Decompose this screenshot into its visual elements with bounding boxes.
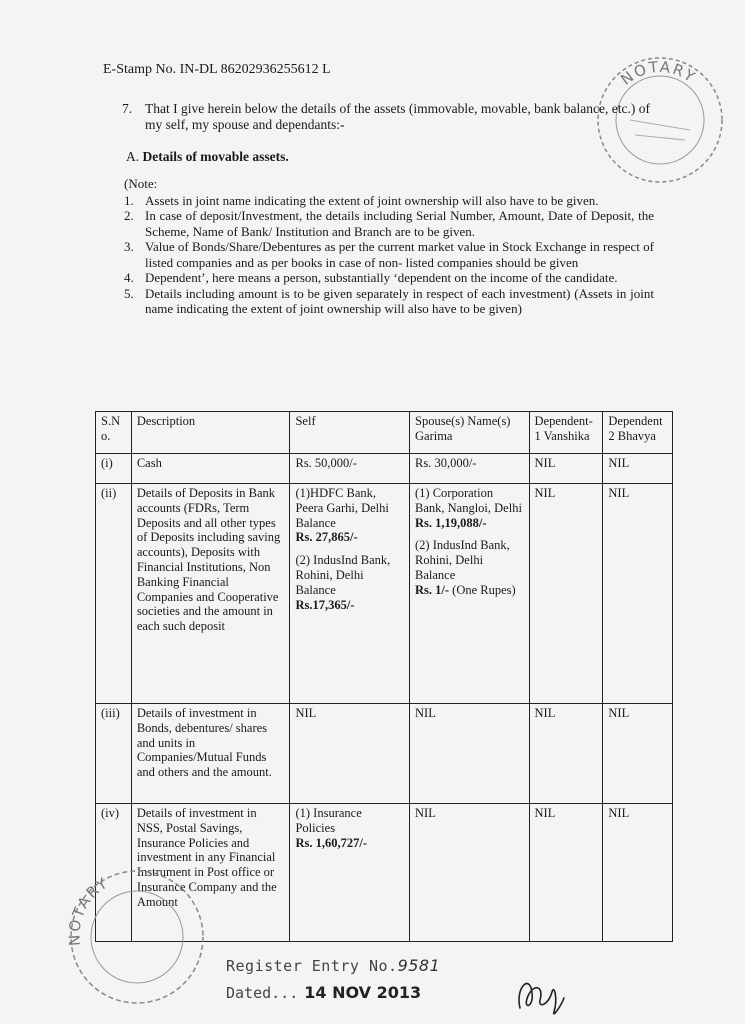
cell-spouse — [410, 484, 530, 704]
table-row — [96, 454, 673, 484]
cell-description: Cash — [131, 454, 290, 484]
header-description: Description — [131, 412, 290, 454]
table-row — [96, 484, 673, 704]
note-number: 4. — [124, 270, 134, 285]
note-number: 1. — [124, 192, 134, 208]
dated-label: Dated... — [226, 984, 299, 1002]
register-label: Register Entry No. — [226, 957, 398, 975]
notary-stamp-bottom-text: NOTARY — [65, 873, 113, 947]
note-item — [124, 193, 654, 209]
note-open: (Note: — [124, 176, 158, 191]
header-dependent-1: Dependent- 1 Vanshika — [529, 412, 603, 454]
cell-sno: (iii) — [96, 704, 132, 804]
cell-spouse: NIL — [410, 804, 530, 942]
cell-dependent-1: NIL — [529, 704, 603, 804]
cell-self: NIL — [290, 704, 410, 804]
cell-self — [290, 804, 410, 942]
spouse-deposit-1-amount: Rs. 1,19,088/- — [415, 515, 487, 530]
spouse-deposit-2-words: (One Rupes) — [452, 582, 516, 597]
cell-spouse: Rs. 30,000/- — [410, 454, 530, 484]
svg-text:NOTARY — [617, 58, 699, 89]
section-a-heading — [126, 149, 289, 165]
spouse-deposit-2-amount: Rs. 1/- — [415, 582, 450, 597]
self-insurance-amount: Rs. 1,60,727/- — [295, 835, 368, 850]
cell-dependent-2: NIL — [603, 704, 673, 804]
cell-dependent-2: NIL — [603, 484, 673, 704]
paragraph-text: That I give herein below the details of the assets (immovable, movable, bank balance, etc.) of my self, my spouse and dependants:- — [145, 101, 650, 132]
note-block — [124, 176, 654, 317]
cell-dependent-2: NIL — [603, 804, 673, 942]
header-self: Self — [290, 412, 410, 454]
cell-description: Details of investment in Bonds, debentures/ shares and units in Companies/Mutual Funds and others and the amount. — [131, 704, 290, 804]
self-deposit-2-amount: Rs.17,365/- — [295, 597, 355, 612]
header-dependent-2: Dependent 2 Bhavya — [603, 412, 673, 454]
svg-text:NOTARY — [65, 873, 112, 946]
spouse-deposit-1: (1) Corporation Bank, Nangloi, Delhi — [415, 486, 522, 515]
cell-self — [290, 484, 410, 704]
table-row — [96, 704, 673, 804]
note-item — [124, 208, 654, 239]
note-number: 5. — [124, 285, 134, 301]
note-number: 3. — [124, 239, 134, 254]
cell-sno: (i) — [96, 454, 132, 484]
note-text: Details including amount is to be given separately in respect of each investment) (Assets in joint name indicating the extent of joint ownership will also have to be given) — [145, 285, 654, 316]
notary-stamp-bottom — [62, 862, 212, 1012]
cell-self: Rs. 50,000/- — [290, 454, 410, 484]
dated-value: 14 NOV 2013 — [304, 983, 422, 1002]
note-text: Assets in joint name indicating the extent of joint ownership will also have to be given. — [145, 192, 599, 208]
section-title: Details of movable assets. — [142, 149, 289, 164]
dated-line — [226, 983, 421, 1002]
notary-stamp-top-text: NOTARY — [617, 57, 700, 89]
self-insurance: (1) Insurance Policies — [295, 806, 362, 835]
spouse-deposit-2: (2) IndusInd Bank, Rohini, Delhi Balance — [415, 538, 510, 582]
paragraph-number: 7. — [122, 101, 133, 116]
header-spouse: Spouse(s) Name(s) Garima — [410, 412, 530, 454]
cell-description: Details of Deposits in Bank accounts (FDRs, Term Deposits and all other types of Deposits including saving accounts), Deposits with Financial Institutions, Non Banking Financial Companies and Cooperative societies and the amount in each such deposit — [131, 484, 290, 704]
self-deposit-2: (2) IndusInd Bank, Rohini, Delhi Balance — [295, 553, 391, 597]
note-item — [124, 270, 654, 286]
register-entry — [226, 956, 440, 975]
note-text: In case of deposit/Investment, the details including Serial Number, Amount, Date of Deposit, the Scheme, Name of Bank/ Institution and Branch are to be given. — [145, 208, 654, 239]
table-header-row — [96, 412, 673, 454]
section-prefix: A. — [126, 149, 140, 164]
cell-dependent-1: NIL — [529, 804, 603, 942]
note-text: Dependent’, here means a person, substantially ‘dependent on the income of the candidate. — [145, 270, 618, 285]
note-item — [124, 239, 654, 270]
self-deposit-1: (1)HDFC Bank, Peera Garhi, Delhi Balance — [295, 486, 389, 530]
cell-spouse: NIL — [410, 704, 530, 804]
cell-dependent-1: NIL — [529, 484, 603, 704]
paragraph-7 — [122, 101, 662, 133]
note-item — [124, 286, 654, 317]
self-deposit-1-amount: Rs. 27,865/- — [295, 530, 358, 545]
cell-dependent-2: NIL — [603, 454, 673, 484]
note-number: 2. — [124, 208, 134, 223]
estamp-number: E-Stamp No. IN-DL 86202936255612 L — [103, 62, 331, 77]
note-text: Value of Bonds/Share/Debentures as per the current market value in Stock Exchange in respect of listed companies and as per books in case of non- listed companies should be given — [145, 239, 654, 270]
cell-sno: (iv) — [96, 804, 132, 942]
cell-description: Details of investment in NSS, Postal Savings, Insurance Policies and investment in any Financial Instrument in Post office or Insurance Company and the Amount — [131, 804, 290, 942]
cell-dependent-1: NIL — [529, 454, 603, 484]
header-sno: S.N o. — [96, 412, 132, 454]
cell-sno: (ii) — [96, 484, 132, 704]
register-number: 9581 — [397, 956, 441, 975]
handwritten-signature — [510, 968, 570, 1018]
